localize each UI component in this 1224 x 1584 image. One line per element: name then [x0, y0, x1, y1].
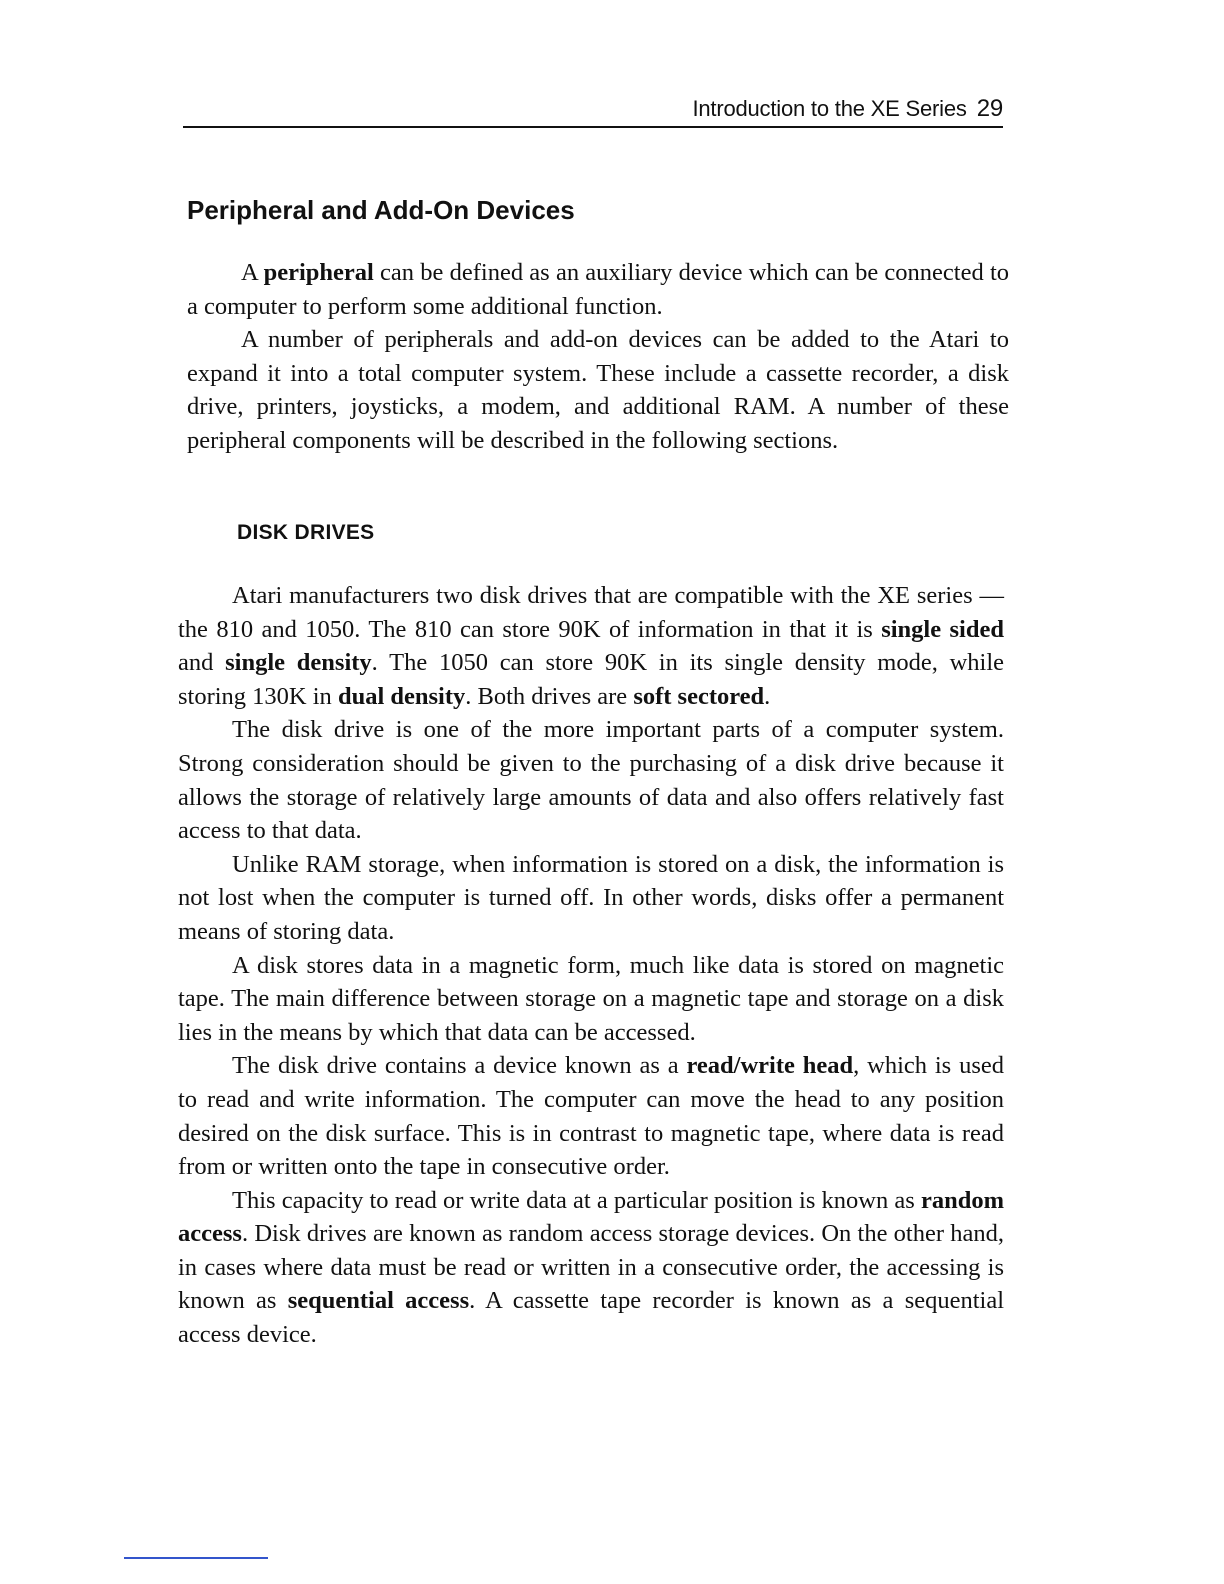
term-read-write-head: read/write head [686, 1052, 854, 1080]
disk-paragraph-3: Unlike RAM storage, when information is stored on a disk, the information is not lost when the computer is turned off. In other words, disks offer a permanent means of storing data. [178, 850, 1004, 945]
text-run: This capacity to read or write data at a particular position is known as [232, 1186, 921, 1214]
disk-paragraph-2: The disk drive is one of the more important parts of a computer system. Strong consideration should be given to the purchasing of a disk drive because it allows the storage of relatively large amounts of data and also offers relatively fast access to that data. [178, 716, 1004, 845]
text-run: . The 1050 can store 90K in its single density mode, while storing 130K in [178, 649, 1005, 710]
intro-text-block [187, 256, 1009, 458]
disk-paragraph-1 [178, 579, 1004, 713]
text-run: , which is used to read and write information. The computer can move the head to any position desired on the disk surface. This is in contrast to magnetic tape, where data is read from or written onto the tape in consecutive order. [178, 1052, 1004, 1181]
running-title: Introduction to the XE Series [692, 96, 967, 121]
intro-paragraph-2: A number of peripherals and add-on devices can be added to the Atari to expand it into a total computer system. These include a cassette recorder, a disk drive, printers, joysticks, a modem, and additional RAM. A number of these peripheral components will be described in the following sections. [187, 326, 1009, 454]
term-dual-density: dual density [337, 682, 466, 710]
term-sequential-access: sequential access [287, 1287, 470, 1315]
text-run: . Both drives are [465, 682, 634, 710]
term-single-density: single density [225, 649, 372, 677]
text-run: can be defined as an auxiliary device which can be connected to a computer to perform some additional function. [187, 259, 1009, 320]
running-header [183, 92, 1003, 128]
disk-drives-heading: DISK DRIVES [237, 521, 375, 544]
intro-paragraph-1 [187, 256, 1009, 323]
term-peripheral: peripheral [263, 259, 374, 286]
term-soft-sectored: soft sectored [633, 682, 765, 710]
term-single-sided: single sided [881, 615, 1004, 643]
text-run: and [178, 649, 226, 677]
text-run: Atari manufacturers two disk drives that are compatible with the XE series — the 810 and 1050. The 810 can store 90K of information in that it is [178, 582, 1004, 643]
text-run: The disk drive contains a device known as a [232, 1052, 687, 1080]
page-number: 29 [976, 95, 1003, 122]
disk-paragraph-5 [178, 1049, 1004, 1183]
disk-paragraph-4: A disk stores data in a magnetic form, much like data is stored on magnetic tape. The main difference between storage on a magnetic tape and storage on a disk lies in the means by which that data can be accessed. [178, 951, 1004, 1046]
disk-paragraph-6 [178, 1184, 1004, 1352]
section-title: Peripheral and Add-On Devices [187, 195, 575, 225]
text-run: A [241, 259, 264, 286]
footer-rule [124, 1557, 268, 1559]
text-run: . A cassette tape recorder is known as a sequential access device. [178, 1287, 1005, 1349]
text-run: . Disk drives are known as random access storage devices. On the other hand, in cases where data must be read or written in a consecutive order, the accessing is known as [178, 1220, 1004, 1315]
text-run: . [764, 682, 771, 710]
disk-drives-text-block [178, 579, 1004, 1352]
term-random-access: random access [178, 1186, 1004, 1248]
